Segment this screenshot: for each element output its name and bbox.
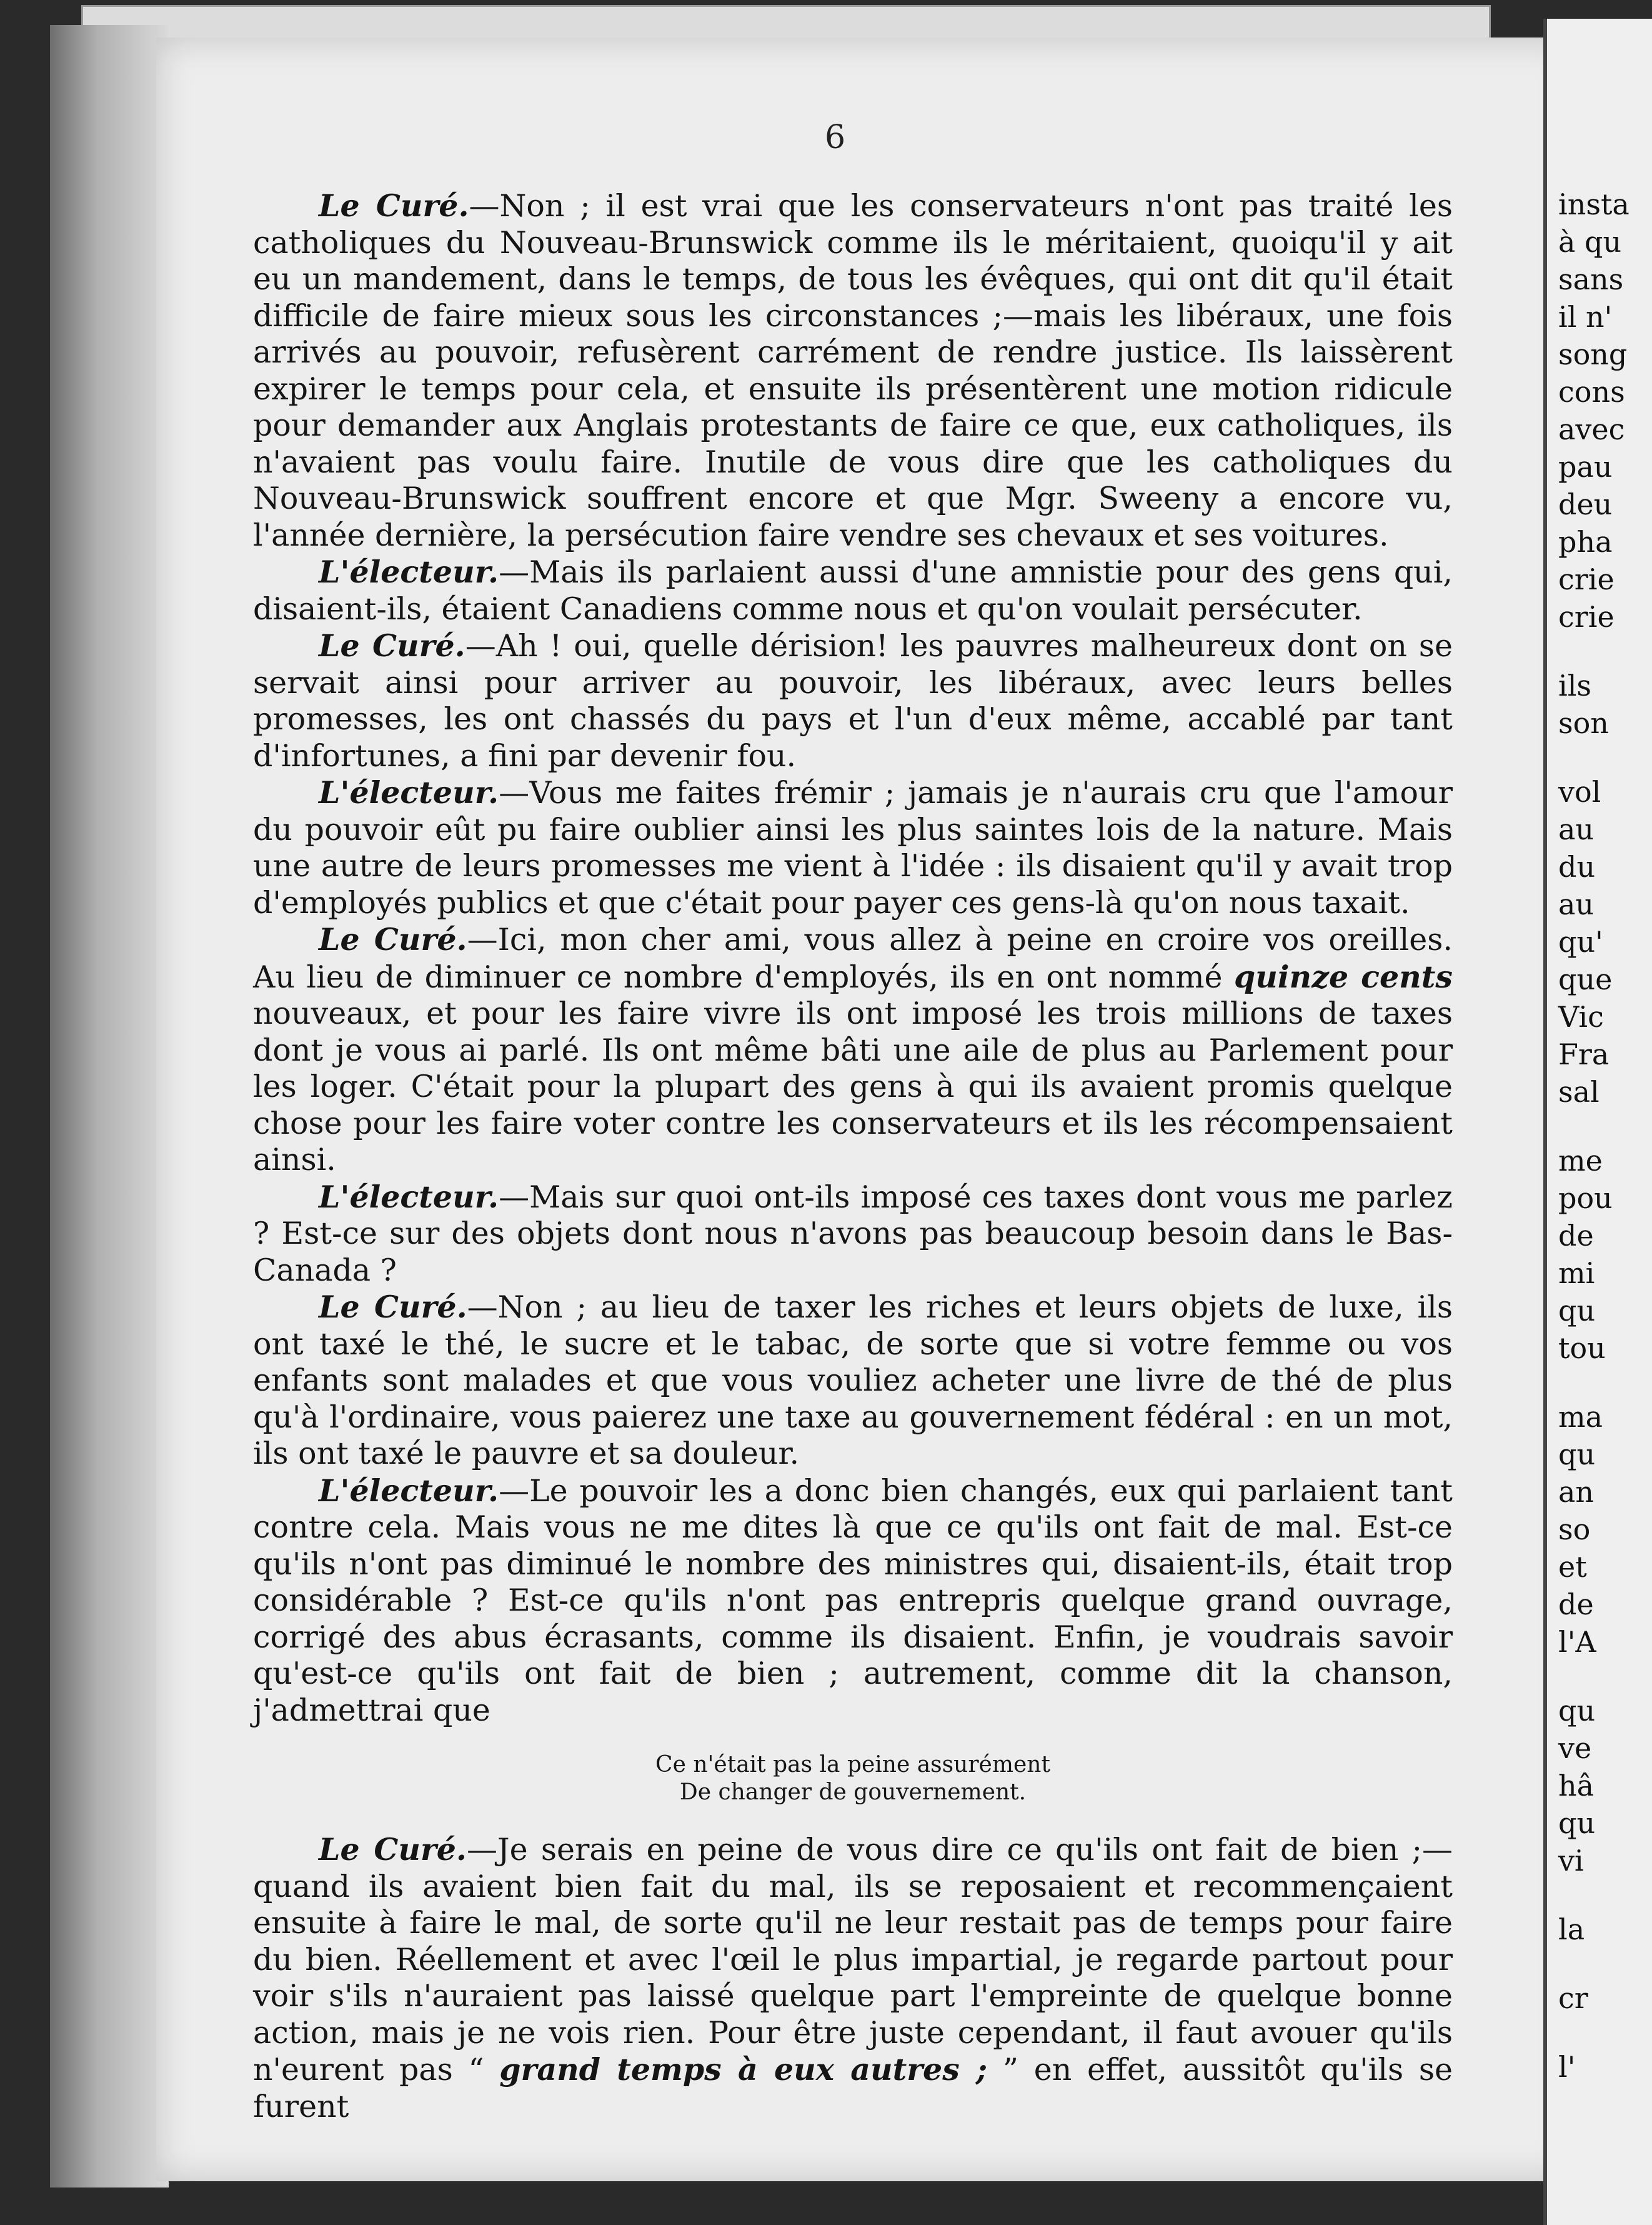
adjacent-fragment: ve [1558,1731,1592,1765]
emphasis-text: quinze cents [1234,958,1453,995]
adjacent-fragment: qu' [1558,925,1603,959]
adjacent-fragment: au [1558,812,1595,846]
paragraph-text: ” en effet, aussitôt qu'ils se furent [253,2052,1453,2124]
adjacent-fragment: cr [1558,1981,1588,2015]
adjacent-fragment: Fra [1558,1038,1610,1071]
adjacent-fragment: qu [1558,1438,1596,1471]
paragraph-text: —Le pouvoir les a donc bien changés, eux qui parlaient tant contre cela. Mais vous ne me dites là que ce qu'ils ont fait de mal. Est-ce qu'ils n'ont pas diminué le nombre des ministres qui, disaient-ils, était trop considérable ? Est-ce qu'ils n'ont pas entrepris quelque grand ouvrage, corrigé des abus écrasants, comme ils disaient. Enfin, je voudrais savoir qu'est-ce qu'ils ont fait de bien ; autrement, comme dit la chanson, j'admettrai que [253,1472,1453,1728]
speaker-label: Le Curé. [319,628,465,664]
speaker-label: L'électeur. [319,774,499,811]
adjacent-fragment: à qu [1558,225,1622,259]
adjacent-fragment: tou [1558,1331,1606,1365]
adjacent-fragment: me [1558,1144,1603,1178]
adjacent-fragment: de [1558,1219,1594,1252]
adjacent-fragment: et [1558,1550,1587,1584]
adjacent-fragment: Vic [1558,1000,1604,1034]
adjacent-fragment: que [1558,962,1613,996]
paragraph-text: nouveaux, et pour les faire vivre ils ont imposé les trois millions de taxes dont je vous ai parlé. Ils ont même bâti une aile de plus au Parlement pour les loger. C'était pour la plupart des gens à qui ils avaient promis quelque chose pour les faire voter contre les conservateurs et ils les récompensaient ainsi. [253,996,1453,1178]
adjacent-fragment: deu [1558,488,1613,521]
adjacent-fragment: l' [1558,2050,1576,2084]
adjacent-page [1543,19,1652,2225]
binding-shadow [50,25,169,2188]
paragraph-text: —Ah ! oui, quelle dérision! les pauvres malheureux dont on se servait ainsi pour arriver au pouvoir, les libéraux, avec leurs belles promesses, les ont chassés du pays et l'un d'eux même, accablé par tant d'infortunes, a fini par devenir fou. [253,628,1453,774]
adjacent-fragment: crie [1558,562,1615,596]
adjacent-fragment: avec [1558,412,1625,446]
speaker-label: Le Curé. [319,188,469,224]
adjacent-fragment: pau [1558,450,1613,484]
adjacent-fragment: so [1558,1512,1591,1546]
adjacent-fragment: vi [1558,1844,1584,1878]
adjacent-fragment: pou [1558,1181,1613,1215]
adjacent-fragment: insta [1558,188,1630,221]
adjacent-fragment: sal [1558,1075,1600,1109]
adjacent-fragment: l'A [1558,1625,1596,1659]
speaker-label: Le Curé. [319,921,467,958]
adjacent-fragment: ils [1558,669,1592,702]
adjacent-fragment: son [1558,706,1609,740]
adjacent-fragment: qu [1558,1694,1596,1728]
paragraph-text: —Non ; il est vrai que les conservateurs n'ont pas traité les catholiques du Nouveau-Brunswick comme ils le méritaient, quoiqu'il y ait eu un mandement, dans le temps, de tous les évêques, qui ont dit qu'il était difficile de faire mieux sous les circonstances ;—mais les libéraux, une fois arrivés au pouvoir, refusèrent carrément de rendre justice. Ils laissèrent expirer le temps pour cela, et ensuite ils présentèrent une motion ridicule pour demander aux Anglais protestants de faire ce que, eux catholiques, ils n'avaient pas voulu faire. Inutile de vous dire que les catholiques du Nouveau-Brunswick souffrent encore et que Mgr. Sweeny a encore vu, l'année dernière, la persécution faire vendre ses chevaux et ses voitures. [253,188,1453,553]
paragraph-text: —Ici, mon cher ami, vous allez à peine en croire vos oreilles. Au lieu de diminuer ce nombre d'employés, ils en ont nommé [253,922,1453,995]
page-body [253,188,1453,2125]
speaker-label: Le Curé. [319,1831,467,1868]
adjacent-fragment: sans [1558,262,1624,296]
adjacent-fragment: qu [1558,1806,1596,1840]
adjacent-fragment: song [1558,338,1628,371]
adjacent-fragment: crie [1558,600,1615,634]
emphasis-text: grand temps à eux autres ; [499,2051,988,2088]
speaker-label: L'électeur. [319,554,499,590]
paragraph [253,554,1453,628]
paragraph [253,628,1453,774]
adjacent-fragment: mi [1558,1256,1595,1290]
adjacent-fragment: du [1558,850,1596,884]
adjacent-fragment: an [1558,1475,1595,1509]
paragraph [253,1831,1453,2125]
adjacent-fragment: pha [1558,525,1613,559]
quote-line: De changer de gouvernement. [679,1779,1027,1805]
speaker-label: L'électeur. [319,1472,499,1509]
adjacent-fragment: vol [1558,775,1601,809]
paragraph [253,921,1453,1179]
paragraph-text: —Mais ils parlaient aussi d'une amnistie pour des gens qui, disaient-ils, étaient Canadiens comme nous et qu'on voulait persécuter. [253,554,1453,627]
adjacent-fragment: cons [1558,375,1625,409]
adjacent-fragment: il n' [1558,300,1613,334]
adjacent-fragment: au [1558,888,1595,921]
page-number: 6 [825,119,846,156]
adjacent-fragment: la [1558,1912,1585,1946]
speaker-label: Le Curé. [319,1289,467,1325]
paragraph [253,1179,1453,1289]
adjacent-fragment: hâ [1558,1769,1595,1802]
paragraph [253,1289,1453,1472]
paragraph-text: —Je serais en peine de vous dire ce qu'ils ont fait de bien ;—quand ils avaient bien fait du mal, ils se reposaient et recommençaient ensuite à faire le mal, de sorte qu'il ne leur restait pas de temps pour faire du bien. Réellement et avec l'œil le plus impartial, je regarde partout pour voir s'ils n'auraient pas laissé quelque part l'empreinte de quelque bonne action, mais je ne vois rien. Pour être juste cependant, il faut avouer qu'ils n'eurent pas “ [253,1832,1453,2088]
verse-quote [253,1751,1453,1806]
paragraph [253,188,1453,554]
quote-line: Ce n'était pas la peine assurément [655,1752,1050,1778]
adjacent-fragment: qu [1558,1294,1596,1328]
paragraph [253,1472,1453,1729]
paragraph-text: —Non ; au lieu de taxer les riches et leurs objets de luxe, ils ont taxé le thé, le sucre et le tabac, de sorte que si votre femme ou vos enfants sont malades et que vous vouliez acheter une livre de thé de plus qu'à l'ordinaire, vous paierez une taxe au gouvernement fédéral : en un mot, ils ont taxé le pauvre et sa douleur. [253,1289,1453,1471]
paragraph [253,774,1453,921]
speaker-label: L'électeur. [319,1178,499,1215]
adjacent-fragment: ma [1558,1400,1603,1434]
paragraph-text: —Vous me faites frémir ; jamais je n'aurais cru que l'amour du pouvoir eût pu faire oublier ainsi les plus saintes lois de la nature. Mais une autre de leurs promesses me vient à l'idée : ils disaient qu'il y avait trop d'employés publics et que c'était pour payer ces gens-là qu'on nous taxait. [253,775,1453,921]
adjacent-fragment: de [1558,1588,1594,1621]
paragraph-text: —Mais sur quoi ont-ils imposé ces taxes dont vous me parlez ? Est-ce sur des objets dont nous n'avons pas beaucoup besoin dans le Bas-Canada ? [253,1179,1453,1288]
